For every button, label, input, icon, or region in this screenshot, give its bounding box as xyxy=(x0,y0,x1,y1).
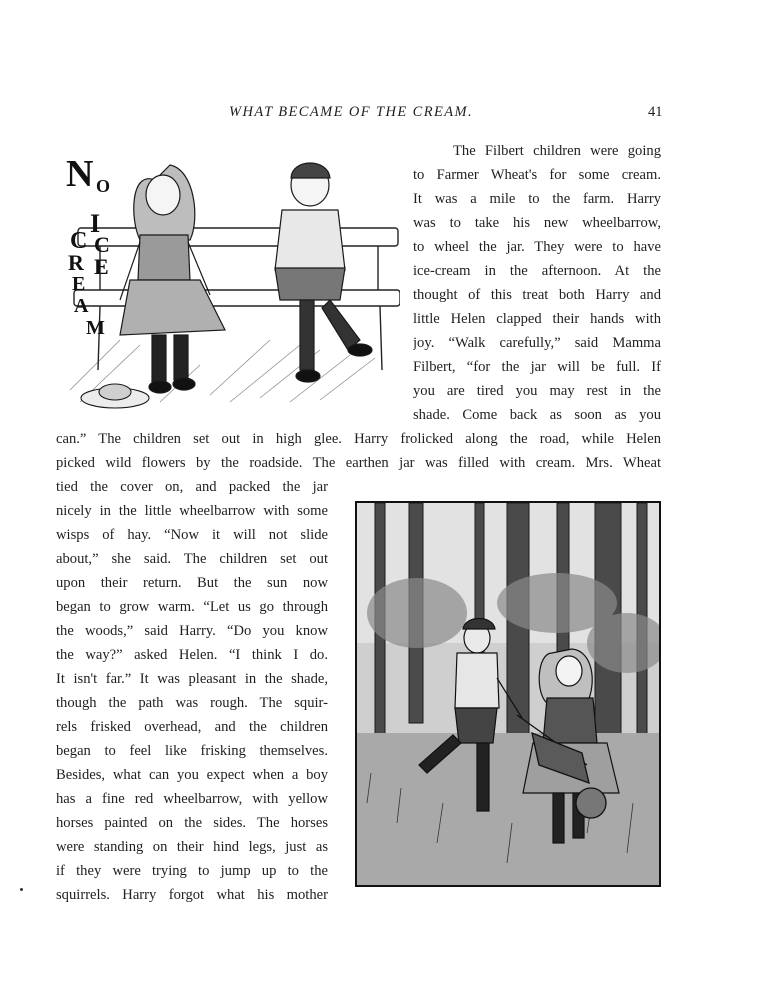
svg-text:A: A xyxy=(74,295,89,317)
text-line: began to grow warm. “Let us go through xyxy=(56,599,328,615)
woods-drawing xyxy=(357,503,659,885)
text-line: rels frisked overhead, and the children xyxy=(56,719,328,735)
illustration-children-in-woods xyxy=(355,501,661,887)
illustration-children-on-bench xyxy=(60,140,400,420)
text-line: to wheel the jar. They were to have xyxy=(413,239,661,255)
svg-text:C: C xyxy=(94,232,110,257)
text-line: tied the cover on, and packed the jar xyxy=(56,479,328,495)
bench-drawing xyxy=(60,140,400,420)
svg-text:E: E xyxy=(72,273,86,295)
text-line: squirrels. Harry forgot what his mother xyxy=(56,887,328,903)
page-number: 41 xyxy=(648,104,663,120)
text-line: to Farmer Wheat's for some cream. xyxy=(413,167,661,183)
text-line: Besides, what can you expect when a boy xyxy=(56,767,328,783)
text-line: nicely in the little wheelbarrow with some xyxy=(56,503,328,519)
svg-text:O: O xyxy=(96,176,111,196)
text-line: were standing on their hind legs, just as xyxy=(56,839,328,855)
text-line: ice-cream in the afternoon. At the xyxy=(413,263,661,279)
text-line: It was a mile to the farm. Harry xyxy=(413,191,661,207)
text-line: the way?” asked Helen. “I think I do. xyxy=(56,647,328,663)
text-line: has a fine red wheelbarrow, with yellow xyxy=(56,791,328,807)
svg-text:C: C xyxy=(70,228,88,254)
svg-text:I: I xyxy=(90,209,101,238)
text-line: picked wild flowers by the roadside. The earthen jar was filled with cream. Mrs. Wheat xyxy=(56,455,661,471)
text-line: can.” The children set out in high glee. Harry frolicked along the road, while Helen xyxy=(56,431,661,447)
svg-text:R: R xyxy=(68,250,84,275)
text-line: shade. Come back as soon as you xyxy=(413,407,661,423)
text-line: Filbert, “for the jar will be full. If xyxy=(413,359,661,375)
svg-text:N: N xyxy=(66,153,94,195)
text-line: thought of this treat both Harry and xyxy=(413,287,661,303)
svg-text:E: E xyxy=(94,254,109,279)
text-line: wisps of hay. “Now it will not slide xyxy=(56,527,328,543)
text-line: you are tired you may rest in the xyxy=(413,383,661,399)
text-line: little Helen clapped their hands with xyxy=(413,311,661,327)
text-line: began to feel like frisking themselves. xyxy=(56,743,328,759)
text-line: horses painted on the sides. The horses xyxy=(56,815,328,831)
running-head xyxy=(0,104,761,126)
margin-speck xyxy=(20,888,23,891)
text-line: though the path was rough. The squir- xyxy=(56,695,328,711)
svg-text:M: M xyxy=(86,317,105,339)
text-line: joy. “Walk carefully,” said Mamma xyxy=(413,335,661,351)
text-line: about,” she said. The children set out xyxy=(56,551,328,567)
text-line: was to take his new wheelbarrow, xyxy=(413,215,661,231)
text-line: The Filbert children were going xyxy=(453,143,661,159)
text-line: upon their return. But the sun now xyxy=(56,575,328,591)
text-line: if they were trying to jump up to the xyxy=(56,863,328,879)
running-title: WHAT BECAME OF THE CREAM. xyxy=(229,104,474,120)
text-line: It isn't far.” It was pleasant in the shade, xyxy=(56,671,328,687)
text-line: the woods,” said Harry. “Do you know xyxy=(56,623,328,639)
